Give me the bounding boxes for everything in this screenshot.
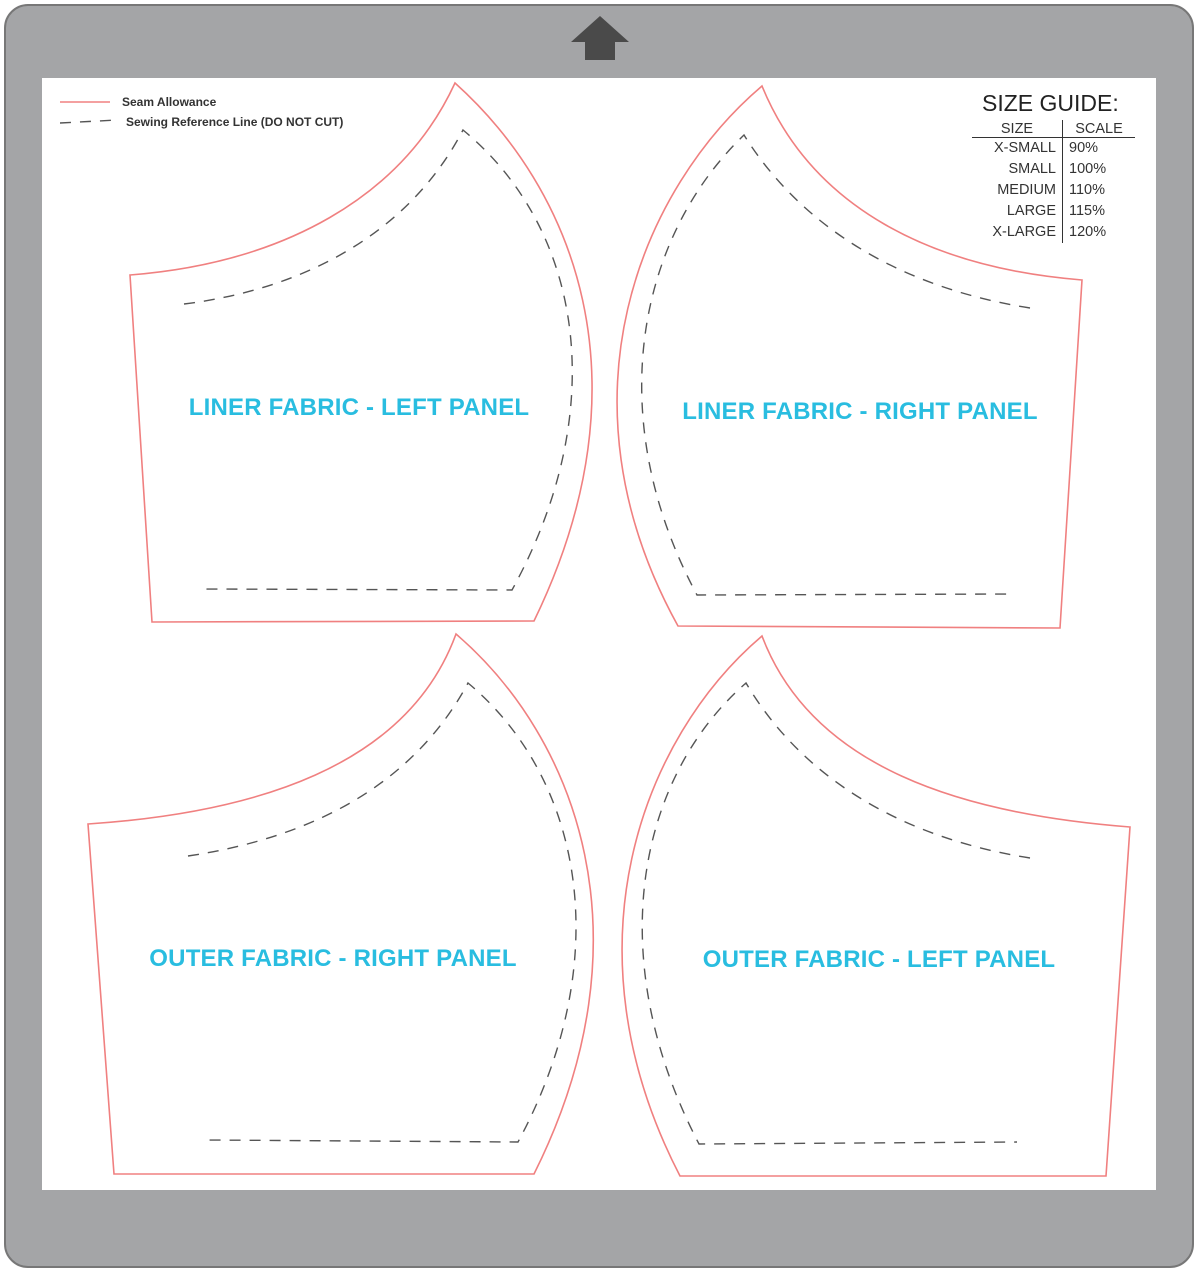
size-cell: LARGE bbox=[972, 201, 1063, 222]
panel-outer-left-reference-line bbox=[642, 683, 1030, 1144]
panel-label-liner-right: LINER FABRIC - RIGHT PANEL bbox=[682, 398, 1038, 425]
scale-cell: 110% bbox=[1069, 182, 1106, 198]
panel-outer-left-seam-line bbox=[622, 636, 1130, 1176]
size-row bbox=[972, 180, 1135, 201]
size-column-header: SIZE bbox=[972, 120, 1063, 138]
panel-outer-right-reference-line bbox=[188, 683, 576, 1142]
scale-cell: 120% bbox=[1069, 224, 1107, 240]
scale-column-header: SCALE bbox=[1063, 120, 1136, 138]
scale-cell: 100% bbox=[1069, 161, 1107, 177]
size-cell: MEDIUM bbox=[972, 180, 1063, 201]
size-guide bbox=[972, 90, 1142, 243]
seam-allowance-legend-label: Seam Allowance bbox=[122, 95, 217, 109]
size-guide-table bbox=[972, 120, 1135, 243]
panel-liner-left-seam-line bbox=[130, 83, 592, 622]
panel-label-outer-right: OUTER FABRIC - RIGHT PANEL bbox=[149, 945, 517, 972]
panel-outer-right bbox=[88, 634, 593, 1174]
panel-label-liner-left: LINER FABRIC - LEFT PANEL bbox=[188, 394, 530, 421]
size-cell: X-SMALL bbox=[972, 138, 1063, 160]
panel-liner-left bbox=[130, 83, 592, 622]
mask-pattern-drawing bbox=[42, 78, 1156, 1190]
size-row bbox=[972, 138, 1135, 160]
size-row bbox=[972, 201, 1135, 222]
panel-label-outer-left: OUTER FABRIC - LEFT PANEL bbox=[702, 946, 1056, 973]
panel-liner-left-reference-line bbox=[184, 130, 572, 590]
up-arrow-icon bbox=[571, 16, 629, 60]
panel-outer-left bbox=[622, 636, 1130, 1176]
size-row bbox=[972, 159, 1135, 180]
size-row bbox=[972, 222, 1135, 243]
reference-line-legend-label: Sewing Reference Line (DO NOT CUT) bbox=[126, 115, 344, 129]
size-cell: X-LARGE bbox=[972, 222, 1063, 243]
reference-line-legend-line bbox=[60, 120, 117, 123]
panel-outer-right-seam-line bbox=[88, 634, 593, 1174]
pattern-sheet bbox=[42, 78, 1156, 1190]
scale-cell: 115% bbox=[1069, 203, 1106, 219]
size-cell: SMALL bbox=[972, 159, 1063, 180]
size-guide-title: SIZE GUIDE: bbox=[982, 90, 1119, 116]
scale-cell: 90% bbox=[1069, 140, 1099, 156]
size-guide-header-row bbox=[972, 120, 1135, 138]
